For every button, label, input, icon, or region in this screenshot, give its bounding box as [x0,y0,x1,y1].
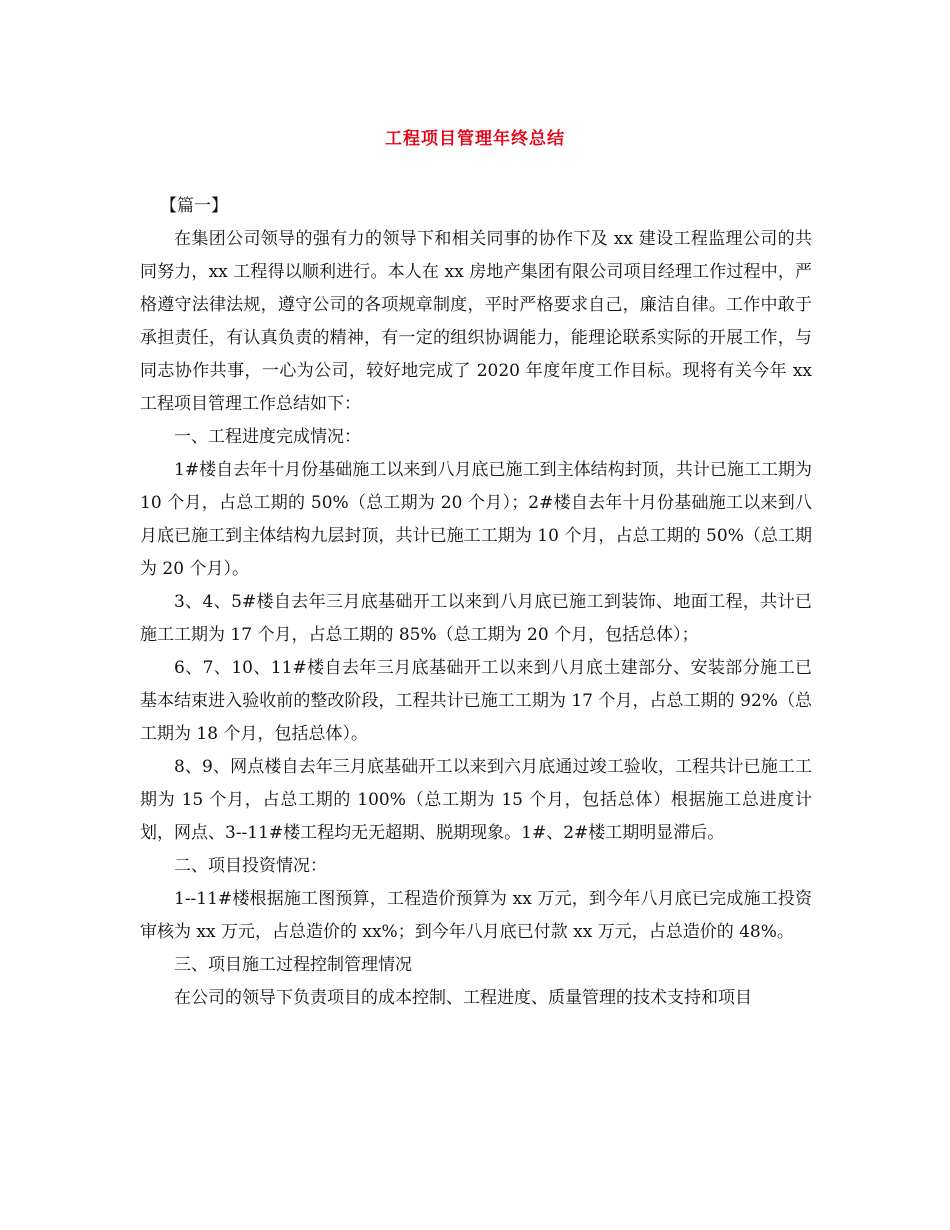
paragraph-intro: 在集团公司领导的强有力的领导下和相关同事的协作下及 xx 建设工程监理公司的共同努力，xx 工程得以顺利进行。本人在 xx 房地产集团有限公司项目经理工作过程中，严格遵守法律法规，遵守公司的各项规章制度，平时严格要求自己，廉洁自律。工作中敢于承担责任，有认真负责的精神，有一定的组织协调能力，能理论联系实际的开展工作，与同志协作共事，一心为公司，较好地完成了 2020 年度年度工作目标。现将有关今年 xx 工程项目管理工作总结如下： [140,229,812,414]
document-title: 工程项目管理年终总结 [385,129,565,149]
paragraph-building-6-11: 6、7、10、11#楼自去年三月底基础开工以来到八月底土建部分、安装部分施工已基本结束进入验收前的整改阶段，工程共计已施工工期为 17 个月，占总工期的 92%（总工期为 18 个月，包括总体）。 [140,658,812,744]
paragraph-process-control: 在公司的领导下负责项目的成本控制、工程进度、质量管理的技术支持和项目 [174,988,752,1008]
document-body [140,190,812,1015]
heading-investment: 二、项目投资情况： [174,856,327,876]
section-label: 【篇一】 [160,196,228,216]
paragraph-building-3-5: 3、4、5#楼自去年三月底基础开工以来到八月底已施工到装饰、地面工程，共计已施工工期为 17 个月，占总工期的 85%（总工期为 20 个月，包括总体）； [140,592,812,645]
heading-progress: 一、工程进度完成情况： [174,427,361,447]
paragraph-building-1-2: 1#楼自去年十月份基础施工以来到八月底已施工到主体结构封顶，共计已施工工期为 10 个月，占总工期的 50%（总工期为 20 个月）；2#楼自去年十月份基础施工以来到八月底已施工到主体结构九层封顶，共计已施工工期为 10 个月，占总工期的 50%（总工期为 20 个月）。 [140,460,812,579]
heading-process-control: 三、项目施工过程控制管理情况 [174,955,412,975]
paragraph-investment: 1--11#楼根据施工图预算，工程造价预算为 xx 万元，到今年八月底已完成施工投资审核为 xx 万元，占总造价的 xx%；到今年八月底已付款 xx 万元，占总造价的 48%。 [140,889,812,942]
paragraph-building-8-9: 8、9、网点楼自去年三月底基础开工以来到六月底通过竣工验收，工程共计已施工工期为 15 个月，占总工期的 100%（总工期为 15 个月，包括总体）根据施工总进度计划，网点、3--11#楼工程均无无超期、脱期现象。1#、2#楼工期明显滞后。 [140,757,812,843]
